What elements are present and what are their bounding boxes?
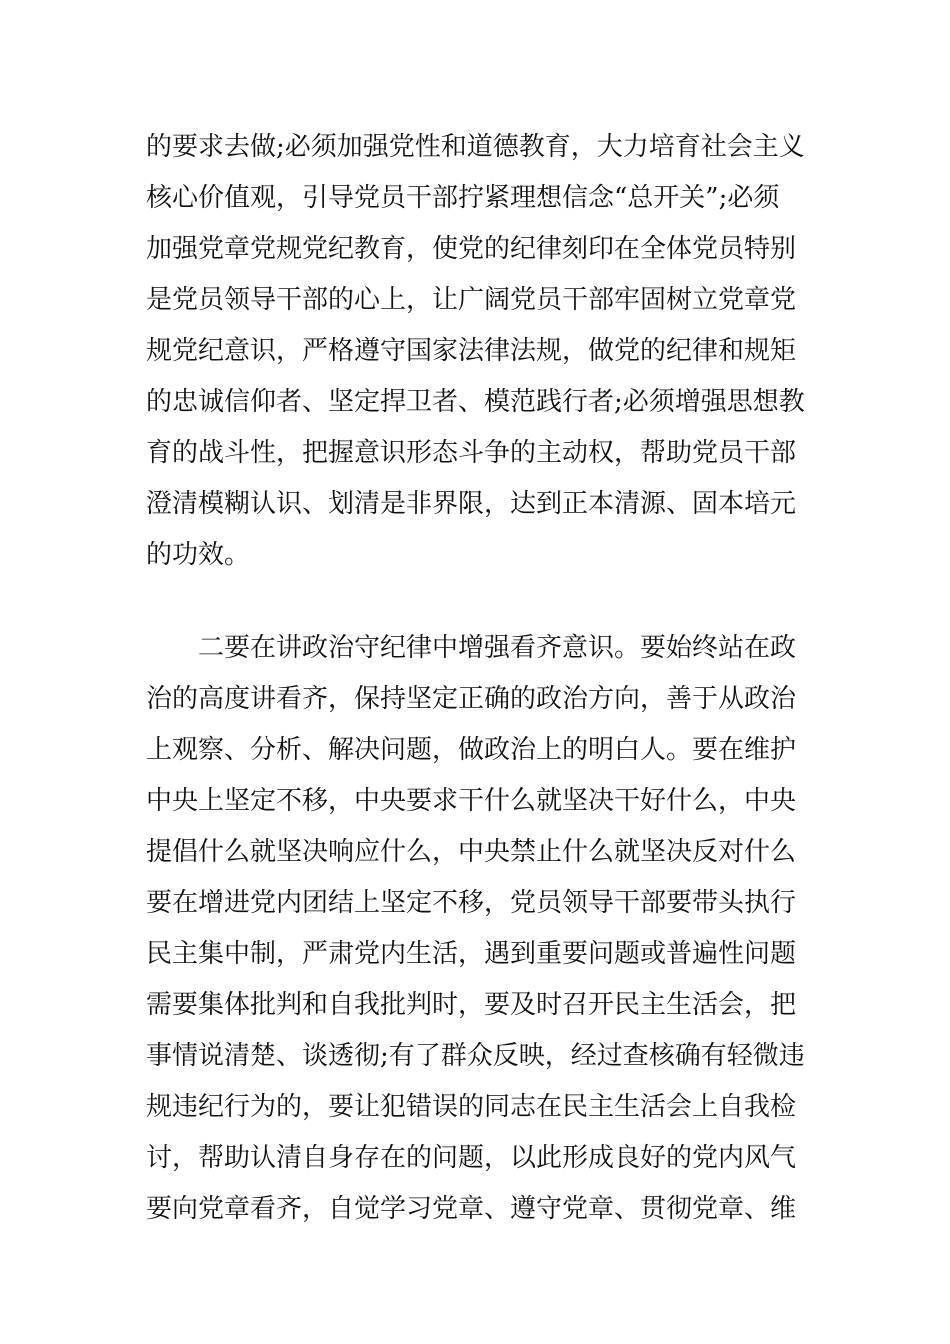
paragraph-line: 要向党章看齐，自觉学习党章、遵守党章、贯彻党章、维 [146,1194,797,1224]
paragraph-line: 育的战斗性，把握意识形态斗争的主动权，帮助党员干部 [146,438,797,468]
paragraph-line: 是党员领导干部的心上，让广阔党员干部牢固树立党章党 [146,285,797,315]
paragraph-line: 规违纪行为的，要让犯错误的同志在民主生活会上自我检 [146,1092,797,1122]
paragraph-line: 澄清模糊认识、划清是非界限，达到正本清源、固本培元 [146,489,797,519]
paragraph-line: 二要在讲政治守纪律中增强看齐意识。要始终站在政 [198,633,797,663]
paragraph-line: 民主集中制，严肃党内生活，遇到重要问题或普遍性问题 [146,939,797,969]
paragraph-line: 上观察、分析、解决问题，做政治上的明白人。要在维护 [146,735,797,765]
paragraph-line: 核心价值观，引导党员干部拧紧理想信念“总开关”;必须 [146,183,780,213]
paragraph-line: 的要求去做;必须加强党性和道德教育，大力培育社会主义 [146,132,805,162]
paragraph-line: 中央上坚定不移，中央要求干什么就坚决干好什么，中央 [146,786,797,816]
paragraph-line: 加强党章党规党纪教育，使党的纪律刻印在全体党员特别 [146,234,797,264]
paragraph-line: 提倡什么就坚决响应什么，中央禁止什么就坚决反对什么 [146,837,797,867]
paragraph-line: 的功效。 [146,540,251,570]
paragraph-line: 规党纪意识，严格遵守国家法律法规，做党的纪律和规矩 [146,336,797,366]
paragraph-line: 治的高度讲看齐，保持坚定正确的政治方向，善于从政治 [146,684,797,714]
paragraph-line: 的忠诚信仰者、坚定捍卫者、模范践行者;必须增强思想教 [146,387,805,417]
paragraph-line: 讨，帮助认清自身存在的问题，以此形成良好的党内风气 [146,1143,797,1173]
paragraph-line: 要在增进党内团结上坚定不移，党员领导干部要带头执行 [146,888,797,918]
paragraph-line: 需要集体批判和自我批判时，要及时召开民主生活会，把 [146,990,797,1020]
paragraph-line: 事情说清楚、谈透彻;有了群众反映，经过查核确有轻微违 [146,1041,805,1071]
